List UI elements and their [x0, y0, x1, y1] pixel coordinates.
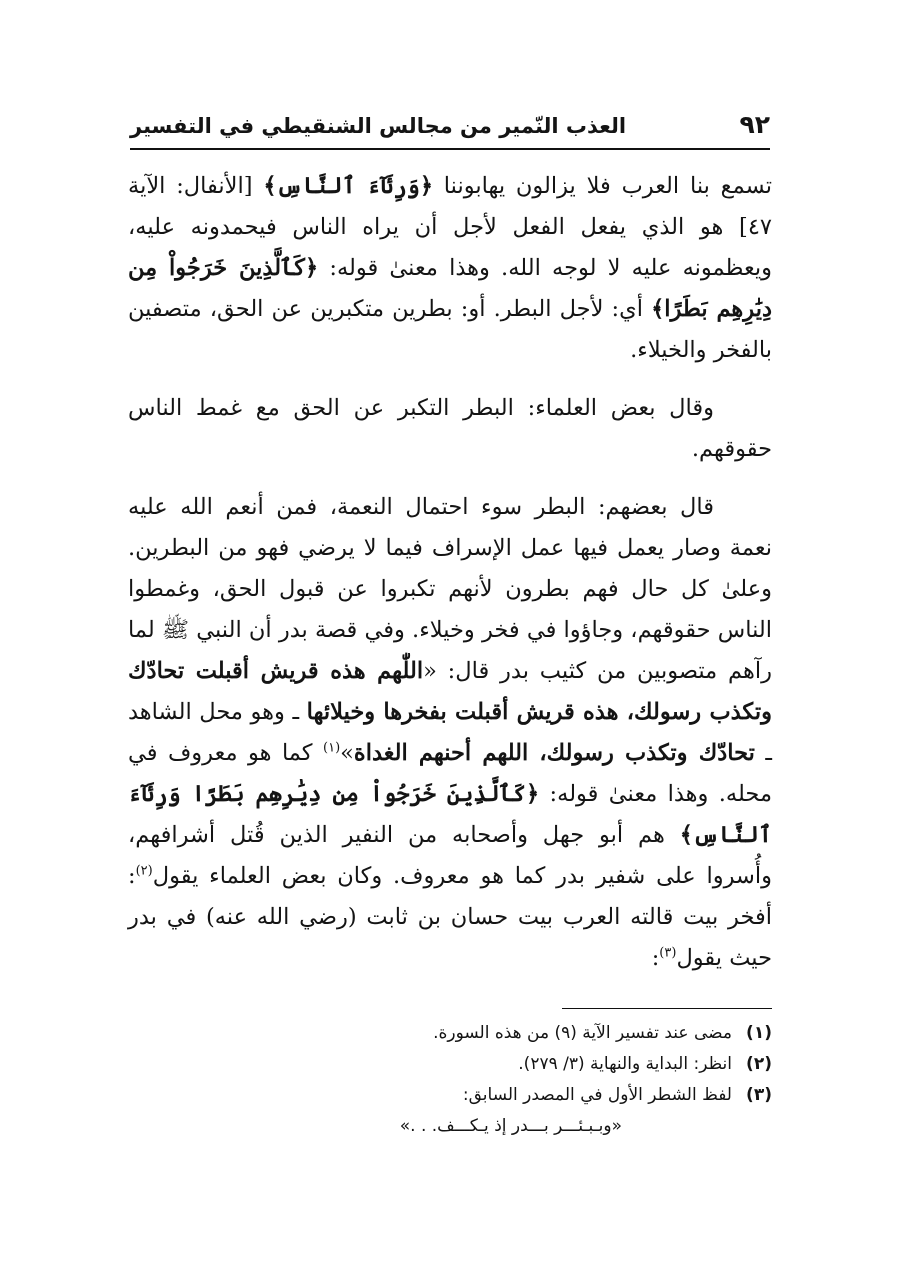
main-text: [128, 166, 772, 996]
footnote-text: لفظ الشطر الأول في المصدر السابق:: [462, 1085, 732, 1105]
hadith-text: تحادّك وتكذب رسولك، اللهم أحنهم الغداة: [353, 740, 755, 766]
footnote-divider: [562, 1008, 772, 1009]
text-run: هم أبو جهل وأصحابه من النفير الذين قُتل أشرافهم، وأُسروا على شفير بدر كما هو معروف. وكان بعض العلماء يقول: [128, 822, 772, 889]
footnote-number: (٢): [746, 1054, 772, 1074]
poem-verse: «وبـبـئـــر بـــدر إذ يـكـــف. . .»: [399, 1116, 622, 1136]
text-run: [الأنفال: الآية ٤٧] هو الذي يفعل الفعل لأجل أن يراه الناس فيحمدونه عليه، ويعظمونه عليه لا لوجه الله. وهذا معنىٰ قوله:: [128, 173, 772, 281]
text-run: أي: لأجل البطر. أو: بطرين متكبرين عن الحق، متصفين بالفخر والخيلاء.: [128, 296, 772, 363]
quran-quote: ﴿كَٱلَّذِينَ خَرَجُواْ مِن دِيَٰرِهِم بَطَرًا﴾: [128, 255, 772, 322]
footnote-2: [128, 1049, 772, 1080]
footnote-text: انظر: البداية والنهاية (٣/ ٢٧٩).: [518, 1054, 732, 1074]
quran-quote: ﴿وَرِئَآءَ ٱلنَّاسِ﴾: [263, 173, 433, 199]
paragraph-2: وقال بعض العلماء: البطر التكبر عن الحق مع غمط الناس حقوقهم.: [128, 395, 772, 462]
footnote-number: (١): [746, 1023, 772, 1043]
text-run: تسمع بنا العرب فلا يزالون يهابوننا: [433, 173, 772, 199]
paragraph-1: [128, 166, 772, 371]
text-run: : أفخر بيت قالته العرب بيت حسان بن ثابت (رضي الله عنه) في بدر حيث يقول: [128, 863, 772, 971]
running-title: العذب النّمير من مجالس الشنقيطي في التفسير: [130, 114, 627, 138]
footnote-ref-3[interactable]: (٣): [659, 945, 677, 961]
footnotes: [128, 1018, 772, 1142]
footnote-ref-1[interactable]: (١): [323, 740, 341, 756]
page-number: ٩٢: [739, 110, 770, 139]
footnote-3: [128, 1080, 772, 1111]
text-run: »: [340, 740, 354, 766]
paragraph-3: [128, 487, 772, 979]
page-header: [130, 108, 770, 150]
footnote-1: [128, 1018, 772, 1049]
footnote-text: مضى عند تفسير الآية (٩) من هذه السورة.: [433, 1023, 732, 1043]
footnote-ref-2[interactable]: (٢): [135, 863, 153, 879]
text-run: :: [651, 945, 660, 971]
quran-quote: ﴿كَٱلَّذِينَ خَرَجُواْ مِن دِيَٰرِهِم بَطَرًا وَرِئَآءَ ٱلنَّاسِ﴾: [128, 781, 772, 848]
text-run: ـ وهو محل الشاهد ـ: [128, 699, 772, 766]
hadith-text: اللّٰهم هذه قريش أقبلت تحادّك وتكذب رسولك، هذه قريش أقبلت بفخرها وخيلائها: [128, 658, 772, 725]
text-run: كما هو معروف في محله. وهذا معنىٰ قوله:: [128, 740, 773, 807]
footnote-number: (٣): [746, 1085, 772, 1105]
text-run: قال بعضهم: البطر سوء احتمال النعمة، فمن أنعم الله عليه نعمة وصار يعمل فيها عمل الإسراف فيما لا يرضي فهو من البطرين. وعلىٰ كل حال فهم بطرون لأنهم تكبروا عن قبول الحق، وغمطوا الناس حقوقهم، وجاؤوا في فخر وخيلاء. وفي قصة بدر أن النبي ﷺ لما رآهم متصوبين من كثيب بدر قال: «: [128, 494, 772, 684]
